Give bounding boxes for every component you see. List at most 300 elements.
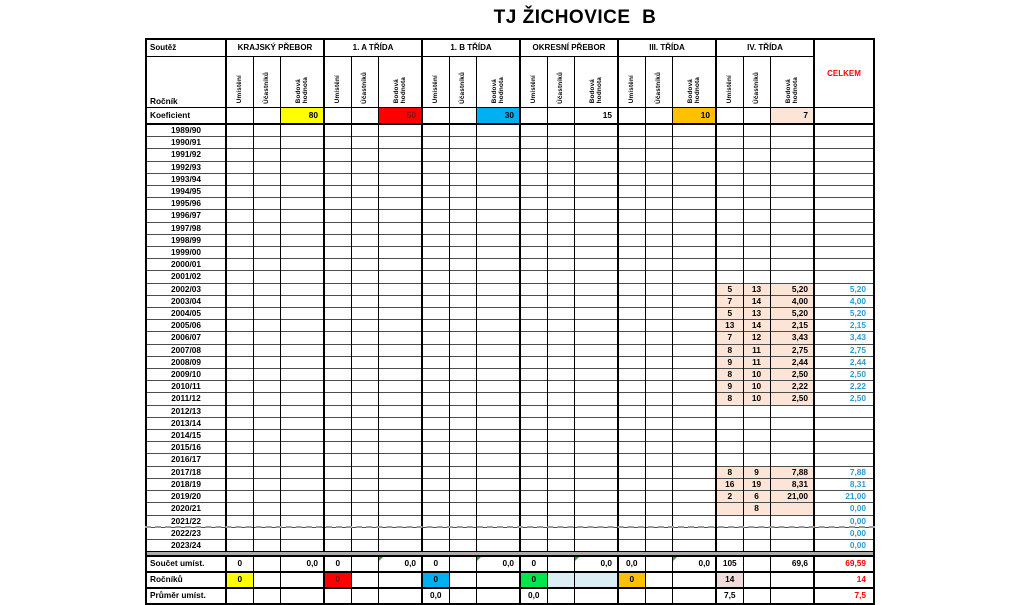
data-cell (422, 124, 449, 137)
data-cell (618, 332, 645, 344)
celkem-value-cell: 5,20 (814, 308, 874, 320)
data-cell (253, 247, 280, 259)
data-cell (422, 491, 449, 503)
data-cell (547, 491, 574, 503)
data-cell (547, 393, 574, 405)
footer-cell (253, 588, 280, 604)
year-label: 2004/05 (146, 308, 226, 320)
data-cell (645, 283, 672, 295)
celkem-value-cell (814, 234, 874, 246)
data-cell (422, 515, 449, 527)
data-cell (618, 527, 645, 539)
footer-cell: 0 (520, 556, 547, 572)
year-label: 2002/03 (146, 283, 226, 295)
koeficient-empty-cell (645, 108, 672, 125)
footer-cell (476, 572, 520, 588)
data-cell (226, 332, 253, 344)
data-cell: 10 (743, 393, 770, 405)
footer-cell (253, 556, 280, 572)
data-cell (770, 198, 814, 210)
data-cell (645, 234, 672, 246)
data-cell (770, 527, 814, 539)
data-cell (716, 503, 743, 515)
data-cell (645, 405, 672, 417)
data-cell (324, 247, 351, 259)
celkem-value-cell (814, 210, 874, 222)
data-cell (476, 320, 520, 332)
footer-cell: 0,0 (280, 556, 324, 572)
data-cell: 16 (716, 478, 743, 490)
data-cell (520, 527, 547, 539)
data-cell (618, 186, 645, 198)
year-label: 2015/16 (146, 442, 226, 454)
data-cell (422, 393, 449, 405)
data-cell (324, 222, 351, 234)
data-cell (476, 527, 520, 539)
koeficient-label: Koeficient (146, 108, 226, 125)
data-cell (672, 430, 716, 442)
data-cell (253, 344, 280, 356)
year-label: 1990/91 (146, 137, 226, 149)
data-cell (324, 198, 351, 210)
data-cell (645, 491, 672, 503)
year-label: 2021/22 (146, 515, 226, 527)
data-cell (520, 381, 547, 393)
data-cell (422, 369, 449, 381)
data-cell (378, 234, 422, 246)
data-cell (449, 308, 476, 320)
data-cell (449, 149, 476, 161)
data-cell (645, 430, 672, 442)
data-cell (520, 198, 547, 210)
data-cell (253, 186, 280, 198)
data-cell (351, 137, 378, 149)
footer-cell: 0 (226, 572, 253, 588)
celkem-value-cell (814, 271, 874, 283)
subcolumn-header (226, 57, 253, 108)
year-label: 2010/11 (146, 381, 226, 393)
sheet-container (145, 38, 875, 605)
data-cell (280, 161, 324, 173)
data-cell (618, 539, 645, 551)
celkem-value-cell (814, 137, 874, 149)
subcolumn-label: Umístění (726, 75, 734, 104)
data-cell (351, 466, 378, 478)
data-cell (324, 320, 351, 332)
footer-label: Průměr umíst. (146, 588, 226, 604)
year-label: 1998/99 (146, 234, 226, 246)
year-label: 2016/17 (146, 454, 226, 466)
data-cell (351, 344, 378, 356)
data-cell (351, 369, 378, 381)
data-cell (226, 417, 253, 429)
data-cell (770, 210, 814, 222)
data-cell (280, 503, 324, 515)
data-cell (351, 173, 378, 185)
footer-cell (743, 556, 770, 572)
data-cell (280, 124, 324, 137)
data-cell (253, 283, 280, 295)
data-cell (520, 369, 547, 381)
data-cell (324, 405, 351, 417)
data-cell: 12 (743, 332, 770, 344)
data-cell (520, 137, 547, 149)
subcolumn-header (645, 57, 672, 108)
footer-cell (743, 572, 770, 588)
data-cell (547, 503, 574, 515)
data-cell (476, 503, 520, 515)
subcolumn-header (547, 57, 574, 108)
koeficient-empty-cell (743, 108, 770, 125)
data-cell (716, 271, 743, 283)
data-cell (280, 466, 324, 478)
data-cell (226, 186, 253, 198)
data-cell: 2 (716, 491, 743, 503)
data-cell: 9 (743, 466, 770, 478)
data-cell (253, 222, 280, 234)
celkem-value-cell: 2,22 (814, 381, 874, 393)
celkem-value-cell: 0,00 (814, 515, 874, 527)
data-cell (574, 503, 618, 515)
footer-cell (280, 572, 324, 588)
data-cell (226, 393, 253, 405)
group-header: IV. TŘÍDA (716, 39, 814, 57)
data-cell (547, 332, 574, 344)
data-cell (770, 442, 814, 454)
data-cell (520, 442, 547, 454)
data-cell (770, 161, 814, 173)
data-cell (574, 222, 618, 234)
data-cell (520, 247, 547, 259)
data-cell (574, 369, 618, 381)
data-cell (378, 344, 422, 356)
data-cell (770, 454, 814, 466)
data-cell (672, 405, 716, 417)
data-cell (422, 271, 449, 283)
data-cell (378, 381, 422, 393)
data-cell (324, 442, 351, 454)
subcolumn-label: Bodová (588, 79, 596, 104)
data-cell (378, 454, 422, 466)
year-label: 2001/02 (146, 271, 226, 283)
data-cell (449, 344, 476, 356)
celkem-value-cell (814, 173, 874, 185)
data-cell (645, 271, 672, 283)
data-cell (476, 393, 520, 405)
footer-cell (378, 572, 422, 588)
data-cell (770, 259, 814, 271)
data-cell (547, 259, 574, 271)
footer-cell: 69,6 (770, 556, 814, 572)
data-cell (280, 478, 324, 490)
data-cell (280, 210, 324, 222)
year-label: 1994/95 (146, 186, 226, 198)
data-cell (547, 454, 574, 466)
data-cell (449, 271, 476, 283)
footer-cell (351, 588, 378, 604)
data-cell (226, 503, 253, 515)
data-cell (476, 356, 520, 368)
year-label: 2023/24 (146, 539, 226, 551)
data-cell (280, 308, 324, 320)
data-cell (449, 234, 476, 246)
data-cell (716, 259, 743, 271)
footer-cell (449, 588, 476, 604)
data-cell (422, 259, 449, 271)
data-cell (716, 173, 743, 185)
data-cell (743, 527, 770, 539)
data-cell (351, 356, 378, 368)
year-label: 2011/12 (146, 393, 226, 405)
data-cell (618, 210, 645, 222)
data-cell (770, 247, 814, 259)
comment-triangle-icon (379, 557, 383, 561)
data-cell: 9 (716, 381, 743, 393)
data-cell (645, 417, 672, 429)
data-cell (449, 247, 476, 259)
data-cell (378, 478, 422, 490)
data-cell (476, 308, 520, 320)
data-cell (743, 124, 770, 137)
data-cell (378, 356, 422, 368)
data-cell (226, 539, 253, 551)
data-cell (449, 186, 476, 198)
data-cell (618, 271, 645, 283)
data-cell (378, 283, 422, 295)
data-cell (476, 137, 520, 149)
data-cell (618, 308, 645, 320)
data-cell (378, 247, 422, 259)
year-label: 2022/23 (146, 527, 226, 539)
data-cell (520, 454, 547, 466)
data-cell (280, 442, 324, 454)
data-cell (770, 137, 814, 149)
data-cell (618, 491, 645, 503)
data-cell (378, 271, 422, 283)
data-cell: 14 (743, 295, 770, 307)
data-cell (574, 515, 618, 527)
data-cell (351, 430, 378, 442)
data-cell (574, 491, 618, 503)
data-cell (253, 381, 280, 393)
data-cell (520, 515, 547, 527)
subcolumn-label: hodnota (497, 77, 505, 104)
subcolumn-header (378, 57, 422, 108)
data-cell (645, 161, 672, 173)
data-cell (422, 161, 449, 173)
celkem-value-cell (814, 161, 874, 173)
data-cell (226, 320, 253, 332)
data-cell (574, 393, 618, 405)
data-cell (378, 137, 422, 149)
data-cell (253, 173, 280, 185)
data-cell (618, 356, 645, 368)
data-cell (645, 344, 672, 356)
data-cell (716, 161, 743, 173)
data-cell (253, 295, 280, 307)
data-cell: 8,31 (770, 478, 814, 490)
data-cell: 7,88 (770, 466, 814, 478)
data-cell (324, 515, 351, 527)
data-cell (716, 149, 743, 161)
subcolumn-label: Umístění (236, 75, 244, 104)
comment-triangle-icon (575, 557, 579, 561)
data-cell (547, 381, 574, 393)
data-cell (351, 259, 378, 271)
data-cell (574, 381, 618, 393)
data-cell (378, 417, 422, 429)
data-cell (476, 295, 520, 307)
data-cell (378, 295, 422, 307)
data-cell (280, 344, 324, 356)
data-cell (574, 295, 618, 307)
data-cell (449, 393, 476, 405)
data-cell (253, 234, 280, 246)
data-cell (324, 271, 351, 283)
footer-cell (574, 572, 618, 588)
year-label: 2018/19 (146, 478, 226, 490)
data-cell (280, 271, 324, 283)
data-cell (618, 369, 645, 381)
data-cell (476, 173, 520, 185)
footer-cell (743, 588, 770, 604)
subcolumn-header (770, 57, 814, 108)
data-cell (226, 161, 253, 173)
data-cell (547, 478, 574, 490)
celkem-value-cell: 3,43 (814, 332, 874, 344)
data-cell (324, 137, 351, 149)
data-cell (378, 430, 422, 442)
data-cell (253, 369, 280, 381)
data-cell (351, 234, 378, 246)
data-cell: 3,43 (770, 332, 814, 344)
data-cell (672, 478, 716, 490)
data-cell (672, 466, 716, 478)
data-cell (645, 259, 672, 271)
footer-cell: 0,0 (476, 556, 520, 572)
footer-cell: 0 (520, 572, 547, 588)
data-cell (449, 515, 476, 527)
data-cell (520, 222, 547, 234)
data-cell (672, 442, 716, 454)
data-cell (672, 308, 716, 320)
footer-label: Součet umíst. (146, 556, 226, 572)
data-cell (422, 320, 449, 332)
celkem-value-cell: 0,00 (814, 527, 874, 539)
data-cell (547, 271, 574, 283)
celkem-value-cell (814, 442, 874, 454)
data-cell (422, 332, 449, 344)
data-cell (645, 393, 672, 405)
koeficient-empty-cell (324, 108, 351, 125)
data-cell (378, 173, 422, 185)
data-cell (378, 515, 422, 527)
data-cell (672, 417, 716, 429)
year-label: 1997/98 (146, 222, 226, 234)
celkem-value-cell (814, 247, 874, 259)
data-cell (574, 308, 618, 320)
data-cell (672, 393, 716, 405)
data-cell (476, 405, 520, 417)
data-cell (645, 247, 672, 259)
footer-cell (351, 556, 378, 572)
data-cell (547, 137, 574, 149)
year-label: 2017/18 (146, 466, 226, 478)
data-cell (574, 478, 618, 490)
footer-cell (253, 572, 280, 588)
data-cell (520, 320, 547, 332)
data-cell (351, 161, 378, 173)
subcolumn-label: Umístění (432, 75, 440, 104)
year-label: 2014/15 (146, 430, 226, 442)
year-label: 1989/90 (146, 124, 226, 137)
data-cell (378, 198, 422, 210)
data-cell (324, 503, 351, 515)
data-cell (645, 332, 672, 344)
celkem-value-cell: 2,44 (814, 356, 874, 368)
celkem-value-cell: 8,31 (814, 478, 874, 490)
data-cell (618, 198, 645, 210)
data-cell (743, 161, 770, 173)
koeficient-value-cell: 30 (476, 108, 520, 125)
data-cell (351, 478, 378, 490)
data-cell (351, 271, 378, 283)
subcolumn-header (324, 57, 351, 108)
data-cell (253, 320, 280, 332)
data-cell (672, 527, 716, 539)
data-cell (618, 417, 645, 429)
data-cell (226, 356, 253, 368)
data-cell (351, 198, 378, 210)
data-cell (770, 234, 814, 246)
data-cell (672, 503, 716, 515)
year-label: 1999/00 (146, 247, 226, 259)
data-cell (672, 247, 716, 259)
data-cell: 8 (716, 369, 743, 381)
data-cell (645, 320, 672, 332)
data-cell (618, 149, 645, 161)
data-cell (422, 173, 449, 185)
data-cell: 14 (743, 320, 770, 332)
data-cell (422, 454, 449, 466)
data-cell (226, 466, 253, 478)
data-cell (672, 539, 716, 551)
data-cell (449, 283, 476, 295)
data-cell (351, 527, 378, 539)
data-cell (743, 222, 770, 234)
data-cell (672, 259, 716, 271)
data-cell (449, 356, 476, 368)
data-cell (716, 442, 743, 454)
data-cell (226, 137, 253, 149)
data-cell (476, 332, 520, 344)
data-cell: 13 (716, 320, 743, 332)
data-cell (324, 234, 351, 246)
data-cell (226, 491, 253, 503)
data-cell (770, 539, 814, 551)
data-cell (378, 539, 422, 551)
data-cell (520, 210, 547, 222)
data-cell (253, 491, 280, 503)
data-cell (351, 454, 378, 466)
data-cell (716, 137, 743, 149)
data-cell (574, 271, 618, 283)
data-cell (520, 173, 547, 185)
data-cell (520, 405, 547, 417)
data-cell (378, 393, 422, 405)
data-cell (547, 466, 574, 478)
data-cell (476, 515, 520, 527)
